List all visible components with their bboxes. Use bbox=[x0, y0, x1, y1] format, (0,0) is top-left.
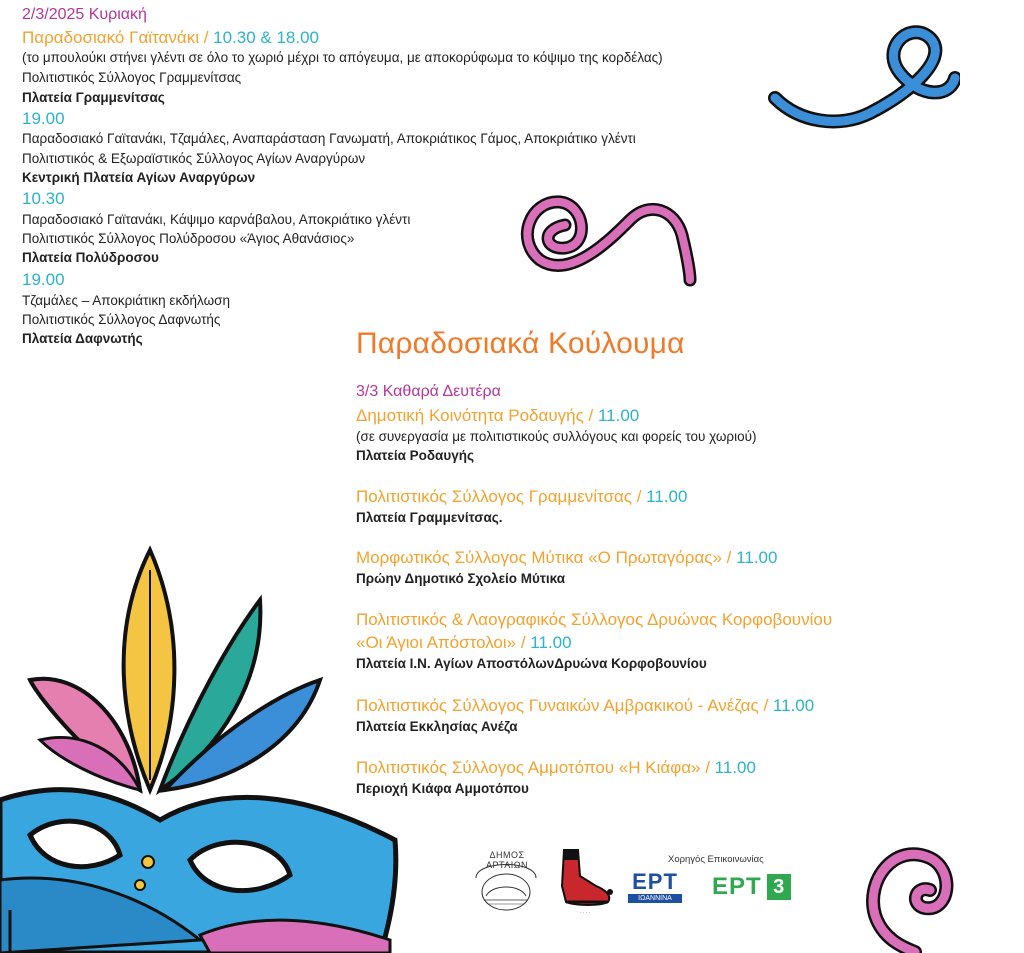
koulouma-item-5-time: 11.00 bbox=[772, 696, 815, 715]
koulouma-item-5-title: Πολιτιστικός Σύλλογος Γυναικών Αμβρακικού - Ανέζας bbox=[356, 696, 759, 715]
event3-desc: Παραδοσιακό Γαϊτανάκι, Κάψιμο καρνάβαλου, Αποκριάτικο γλέντι bbox=[22, 212, 411, 227]
pink-ribbon-icon bbox=[510, 180, 705, 290]
event2-time: 19.00 bbox=[22, 109, 65, 128]
event1-title: Παραδοσιακό Γαϊτανάκι bbox=[22, 28, 199, 47]
event1-note: (το μπουλούκι στήνει γλέντι σε όλο το χωριό μέχρι το απόγευμα, με αποκορύφωμα το κόψιμο της κορδέλας) bbox=[22, 50, 663, 65]
koulouma-item-4-time: 11.00 bbox=[530, 633, 572, 652]
ert3-text: ΕΡΤ bbox=[712, 873, 762, 900]
koulouma-item-3-separator: / bbox=[721, 548, 737, 567]
ert3-logo bbox=[712, 872, 791, 902]
koulouma-item-3-title: Μορφωτικός Σύλλογος Μύτικα «Ο Πρωταγόρας» bbox=[356, 548, 722, 567]
koulouma-item-4-header-2 bbox=[356, 633, 572, 653]
koulouma-item-6-separator: / bbox=[700, 758, 715, 777]
koulouma-item-1-separator: / bbox=[583, 406, 598, 425]
event2-organizer: Πολιτιστικός & Εξωραϊστικός Σύλλογος Αγίων Αναργύρων bbox=[22, 151, 366, 166]
event4-organizer: Πολιτιστικός Σύλλογος Δαφνωτής bbox=[22, 312, 221, 327]
ert-ioannina-text: ΕΡΤ bbox=[632, 869, 678, 894]
koulouma-item-4-title: Πολιτιστικός & Λαογραφικός Σύλλογος Δρυώνας Κορφοβουνίου bbox=[356, 610, 833, 629]
date-heading-monday: 3/3 Καθαρά Δευτέρα bbox=[356, 383, 501, 400]
koulouma-heading: Παραδοσιακά Κούλουμα bbox=[356, 327, 685, 360]
koulouma-item-1-header bbox=[356, 406, 639, 426]
koulouma-item-4-separator: / bbox=[516, 633, 531, 652]
carnival-mask-icon bbox=[0, 540, 420, 953]
ert-ioannina-sub: ΙΩΑΝΝΙΝΑ bbox=[628, 894, 682, 903]
event1-place: Πλατεία Γραμμενίτσας bbox=[22, 90, 165, 105]
koulouma-item-5-place: Πλατεία Εκκλησίας Ανέζα bbox=[356, 719, 518, 734]
date-heading-sunday: 2/3/2025 Κυριακή bbox=[22, 6, 147, 23]
event2-place: Κεντρική Πλατεία Αγίων Αναργύρων bbox=[22, 170, 256, 185]
event1-header bbox=[22, 28, 319, 48]
sponsor-label: Χορηγός Επικοινωνίας bbox=[668, 854, 764, 865]
koulouma-item-4-place: Πλατεία Ι.Ν. Αγίων ΑποστόλωνΔρυώνα Κορφοβουνίου bbox=[356, 656, 707, 671]
koulouma-item-6-title: Πολιτιστικός Σύλλογος Αμμοτόπου «Η Κιάφα» bbox=[356, 758, 701, 777]
koulouma-item-6-place: Περιοχή Κιάφα Αμμοτόπου bbox=[356, 781, 529, 796]
koulouma-item-5-header bbox=[356, 696, 814, 716]
koulouma-item-1-place: Πλατεία Ροδαυγής bbox=[356, 448, 474, 463]
event4-time: 19.00 bbox=[22, 270, 65, 289]
ert-ioannina-logo bbox=[628, 870, 682, 904]
koulouma-item-2-header bbox=[356, 487, 687, 507]
koulouma-item-2-time: 11.00 bbox=[646, 487, 688, 506]
koulouma-item-3-place: Πρώην Δημοτικό Σχολείο Μύτικα bbox=[356, 571, 565, 586]
event3-organizer: Πολιτιστικός Σύλλογος Πολύδροσου «Άγιος Αθανάσιος» bbox=[22, 231, 355, 246]
koulouma-item-3-header bbox=[356, 548, 777, 568]
event1-time: 10.30 & 18.00 bbox=[213, 28, 320, 47]
koulouma-item-4-title-2: «Οι Άγιοι Απόστολοι» bbox=[356, 633, 517, 652]
svg-text:. . . .: . . . . bbox=[580, 909, 590, 915]
blue-ribbon-icon bbox=[760, 18, 960, 138]
koulouma-item-2-place: Πλατεία Γραμμενίτσας. bbox=[356, 510, 503, 525]
koulouma-item-6-time: 11.00 bbox=[714, 758, 756, 777]
koulouma-item-3-time: 11.00 bbox=[736, 548, 778, 567]
koulouma-item-1-time: 11.00 bbox=[597, 406, 640, 425]
koulouma-item-2-title: Πολιτιστικός Σύλλογος Γραμμενίτσας bbox=[356, 487, 632, 506]
pink-ribbon-corner-icon bbox=[855, 830, 1024, 953]
event3-time: 10.30 bbox=[22, 189, 65, 208]
koulouma-item-2-separator: / bbox=[632, 487, 647, 506]
event3-place: Πλατεία Πολύδροσου bbox=[22, 250, 159, 265]
event1-organizer: Πολιτιστικός Σύλλογος Γραμμενίτσας bbox=[22, 70, 242, 85]
event1-separator: / bbox=[198, 28, 214, 47]
koulouma-item-1-title: Δημοτική Κοινότητα Ροδαυγής bbox=[356, 406, 584, 425]
koulouma-item-5-separator: / bbox=[758, 696, 773, 715]
ert3-number: 3 bbox=[767, 874, 791, 900]
koulouma-item-6-header bbox=[356, 758, 756, 778]
koulouma-item-1-note: (σε συνεργασία με πολιτιστικούς συλλόγους και φορείς του χωριού) bbox=[356, 429, 757, 444]
dimos-artaion-logo bbox=[468, 848, 544, 914]
dimos-artaion-label: ΔΗΜΟΣ ΑΡΤΑΙΩΝ bbox=[485, 850, 529, 870]
event4-desc: Τζαμάλες – Αποκριάτικη εκδήλωση bbox=[22, 293, 230, 308]
event2-desc: Παραδοσιακό Γαϊτανάκι, Τζαμάλες, Αναπαράσταση Γανωματή, Αποκριάτικος Γάμος, Αποκριάτικο γλέντι bbox=[22, 131, 636, 146]
event4-place: Πλατεία Δαφνωτής bbox=[22, 331, 143, 346]
tsarouchi-shoe-logo-icon bbox=[556, 846, 614, 916]
